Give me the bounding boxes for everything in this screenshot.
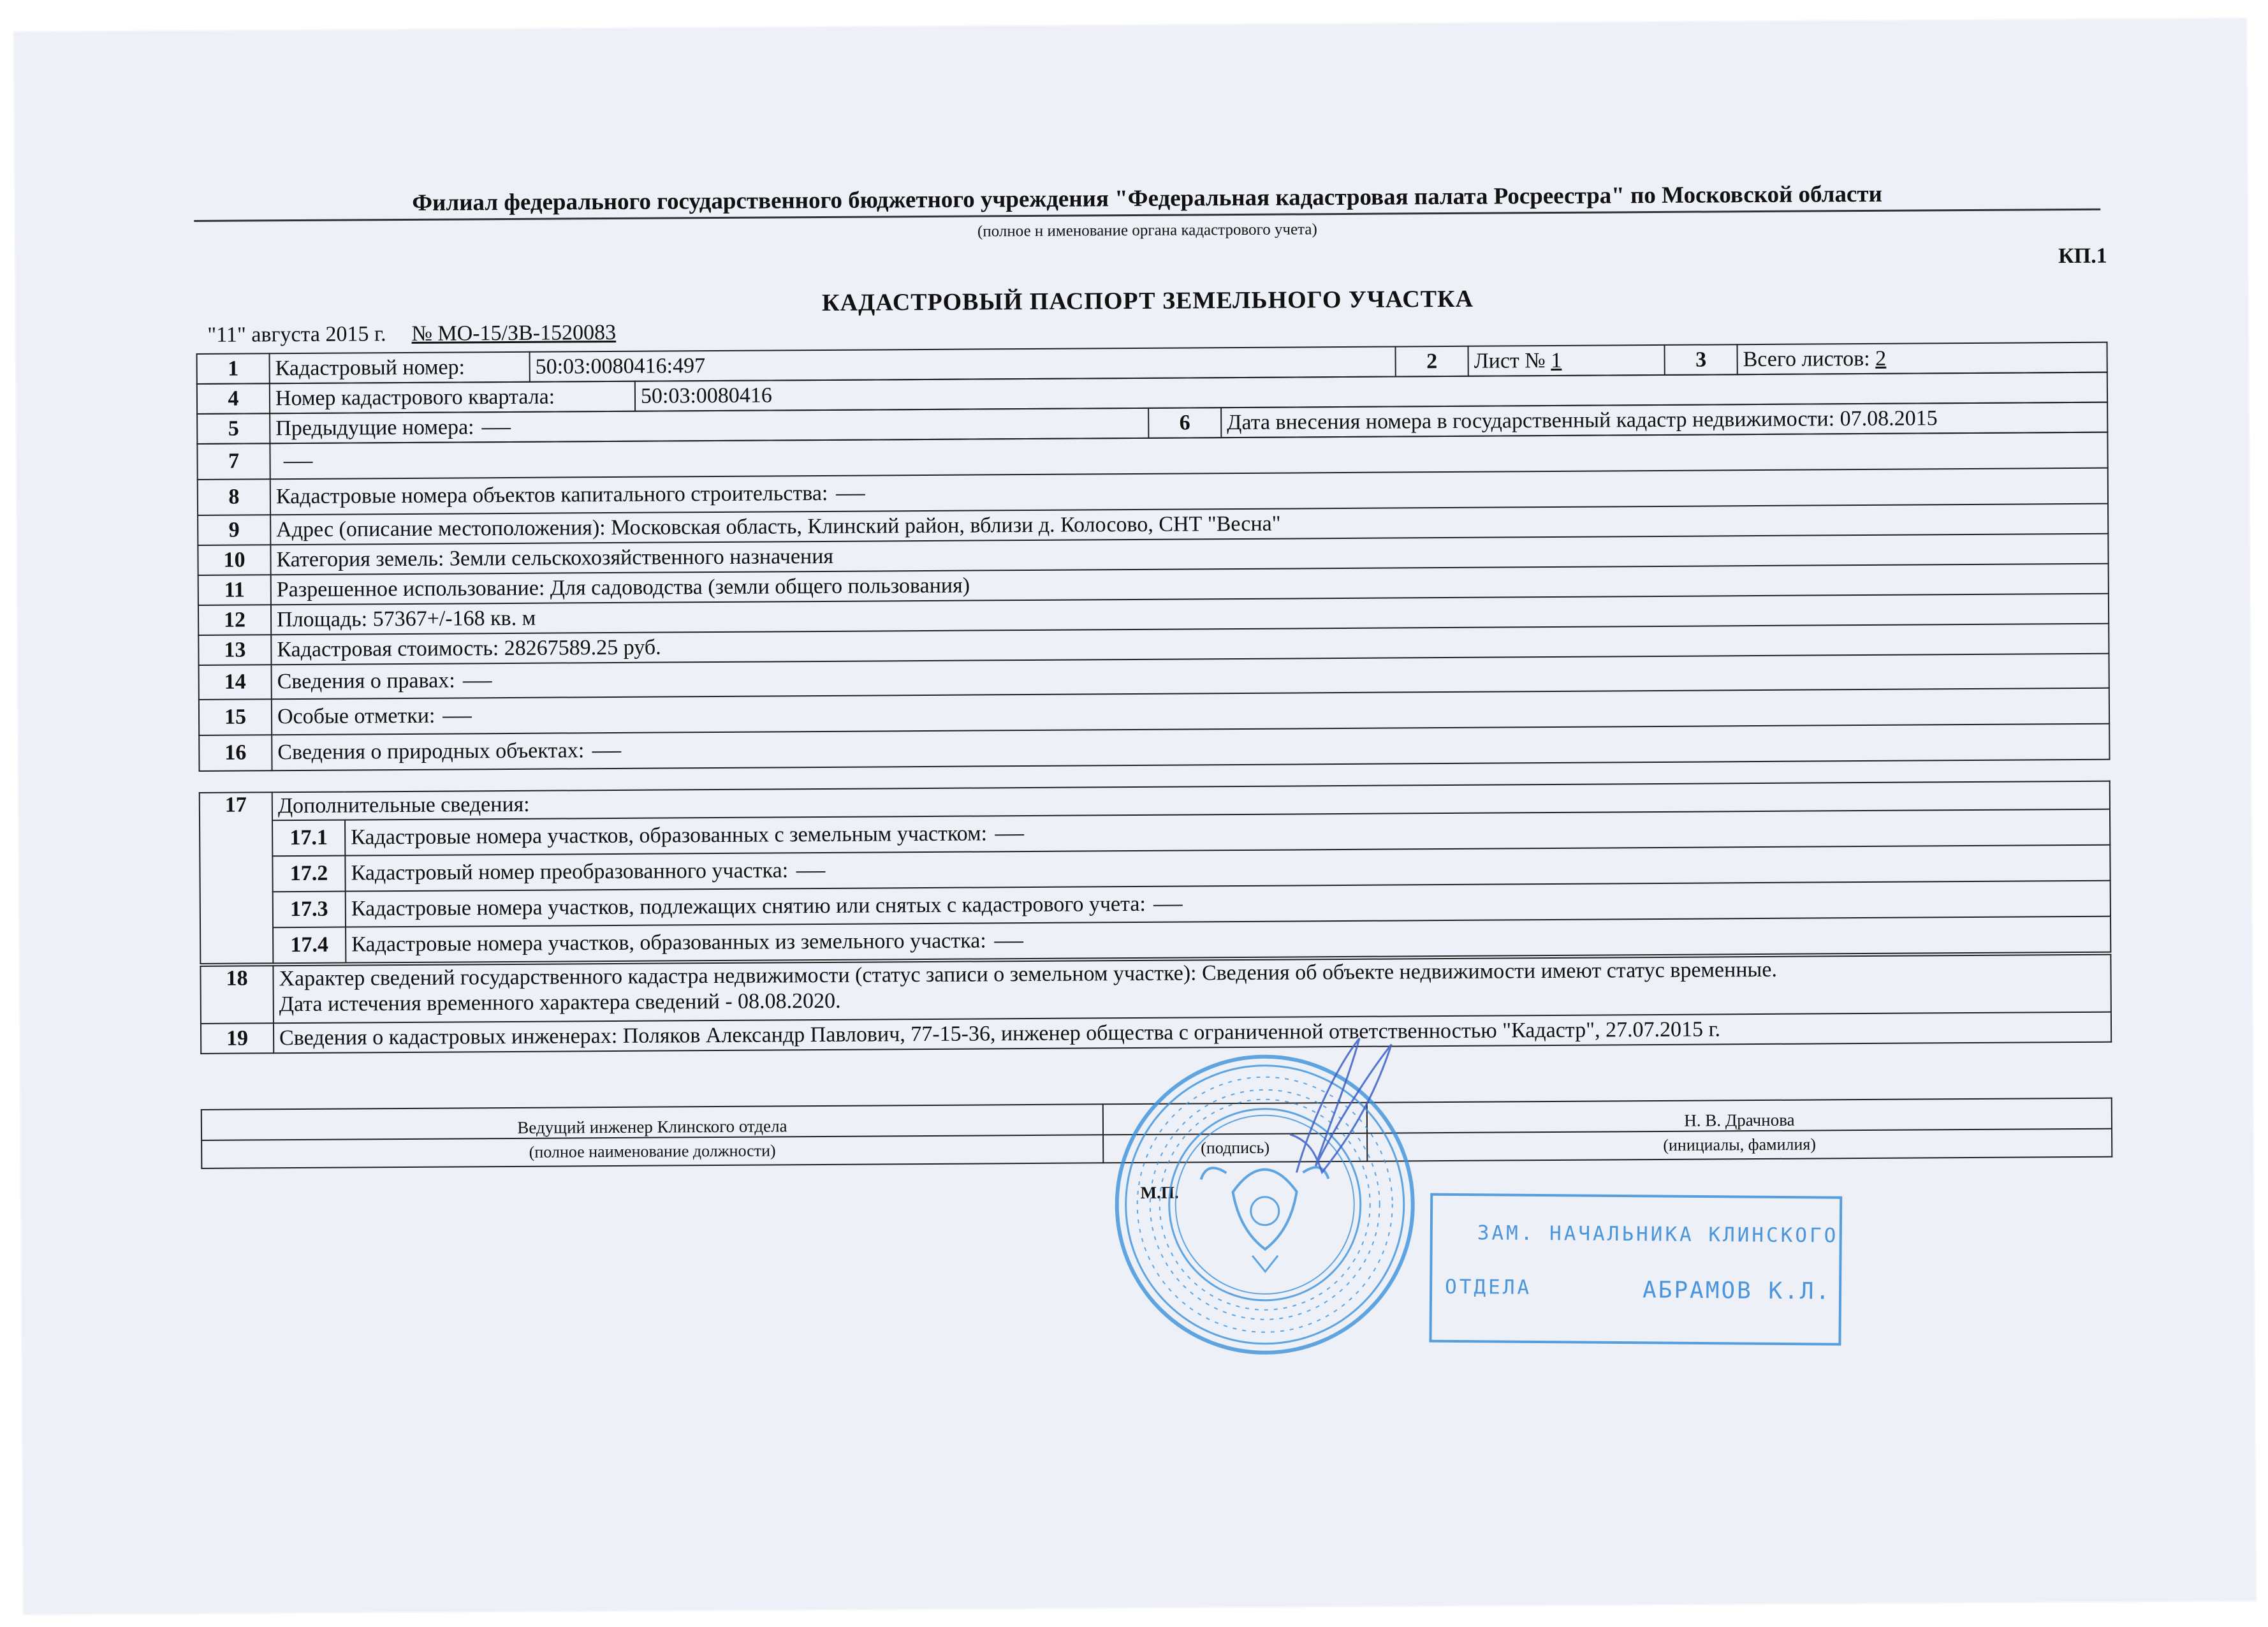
row-number: 18: [200, 966, 274, 1024]
empty-dash: [592, 751, 621, 753]
special-notes-label: Особые отметки:: [277, 703, 435, 729]
row-number: 15: [199, 699, 272, 735]
signer-position: Ведущий инженер Клинского отдела: [201, 1104, 1103, 1140]
agency-name: Филиал федерального государственного бюджетного учреждения "Федеральная кадастровая палата Росреестра" по Московской области: [194, 178, 2100, 222]
document-date-line: [207, 321, 616, 348]
registration-date: Дата внесения номера в государственный кадастр недвижимости: 07.08.2015: [1221, 402, 2107, 438]
document-date: "11" августа 2015 г.: [207, 322, 386, 347]
total-label: Всего листов:: [1743, 346, 1870, 371]
transformed-label: Кадастровый номер преобразованного участка:: [351, 858, 789, 885]
row-number: 1: [197, 353, 270, 384]
additional-info: Дополнительные сведения:: [272, 781, 2110, 821]
handwritten-signature-icon: [1219, 1031, 1411, 1179]
cadastral-number-label: Кадастровый номер:: [270, 352, 530, 383]
empty-dash: [995, 834, 1024, 836]
signer-name: Н. В. Драчнова: [1367, 1098, 2112, 1133]
record-status-line1: Характер сведений государственного кадастра недвижимости (статус записи о земельном участке): Сведения об объекте недвижимости имеют статус временные.: [279, 957, 1778, 991]
area: Площадь: 57367+/-168 кв. м: [271, 594, 2109, 635]
row-number: 7: [197, 443, 270, 480]
subrow-number: 17.3: [273, 892, 346, 928]
signature-caption: (подпись): [1103, 1133, 1367, 1163]
passport-table: [196, 432, 2110, 772]
row-number: 8: [198, 479, 270, 515]
row-number: 12: [198, 605, 271, 635]
subrow-number: 17.4: [273, 927, 346, 964]
sheet-label: Лист №: [1474, 348, 1546, 373]
stamp-line1: ЗАМ. НАЧАЛЬНИКА КЛИНСКОГО: [1477, 1221, 1839, 1248]
position-caption: (полное наименование должности): [201, 1135, 1103, 1168]
empty-dash: [482, 428, 511, 429]
quarter-value: 50:03:0080416: [635, 372, 2107, 411]
empty-dash: [835, 494, 865, 496]
stamp-line2: ОТДЕЛА: [1444, 1275, 1532, 1299]
row-number: 19: [201, 1023, 274, 1054]
address: Адрес (описание местоположения): Московская область, Клинский район, вблизи д. Колосово, СНТ "Весна": [270, 504, 2108, 545]
name-caption: (инициалы, фамилия): [1367, 1129, 2112, 1161]
capital-objects-label: Кадастровые номера объектов капитального строительства:: [275, 481, 828, 509]
row-number: 14: [199, 665, 272, 700]
row-number: 2: [1396, 346, 1468, 377]
passport-table: [199, 781, 2112, 964]
row-number: 10: [198, 545, 270, 575]
record-status-line2: Дата истечения временного характера сведений - 08.08.2020.: [279, 989, 841, 1017]
rights-label: Сведения о правах:: [277, 668, 455, 694]
removed-label: Кадастровые номера участков, подлежащих снятию или снятых с кадастрового учета:: [351, 892, 1146, 921]
cadastral-number-value: 50:03:0080416:497: [530, 346, 1396, 381]
total-sheets: [1737, 342, 2107, 375]
row-number: 11: [198, 575, 271, 605]
sheet-value: 1: [1551, 348, 1562, 372]
land-category: Категория земель: Земли сельскохозяйственного назначения: [270, 534, 2108, 575]
stamp-line3: АБРАМОВ К.Л.: [1642, 1277, 1832, 1305]
quarter-label: Номер кадастрового квартала:: [270, 381, 635, 413]
empty-dash: [463, 681, 492, 682]
permitted-use: Разрешенное использование: Для садоводства (земли общего пользования): [271, 564, 2109, 605]
total-value: 2: [1875, 346, 1887, 371]
empty-dash: [796, 871, 825, 872]
formed-from-label: Кадастровые номера участков, образованных из земельного участка:: [351, 929, 986, 957]
cadastral-value: Кадастровая стоимость: 28267589.25 руб.: [271, 624, 2109, 665]
passport-table: [200, 954, 2112, 1054]
previous-numbers-label: Предыдущие номера:: [275, 415, 474, 440]
subrow-number: 17.1: [272, 820, 345, 857]
row-number: 3: [1665, 344, 1738, 375]
row-number: 9: [198, 515, 270, 545]
empty-dash: [284, 462, 313, 463]
row-number: 17: [200, 792, 274, 964]
rectangular-stamp: [1429, 1193, 1842, 1346]
form-code: КП.1: [2058, 244, 2107, 269]
empty-dash: [1153, 905, 1183, 906]
row-number: 6: [1148, 408, 1221, 438]
agency-caption: (полное н именование органа кадастрового учета): [977, 221, 1317, 240]
natural-objects-label: Сведения о природных объектах:: [277, 739, 585, 765]
subrow-number: 17.2: [272, 856, 345, 892]
document-number: № МО-15/ЗВ-1520083: [411, 320, 617, 346]
record-status: [273, 955, 2111, 1024]
formed-with-label: Кадастровые номера участков, образованных с земельным участком:: [351, 821, 988, 850]
row-number: 4: [197, 383, 270, 414]
empty-dash: [994, 941, 1023, 943]
empty-dash: [443, 717, 472, 718]
document-sheet: [14, 18, 2255, 1614]
row-number: 13: [198, 635, 271, 665]
row-number: 5: [197, 413, 270, 444]
row-number: 16: [199, 735, 272, 771]
document-title: КАДАСТРОВЫЙ ПАСПОРТ ЗЕМЕЛЬНОГО УЧАСТКА: [821, 285, 1474, 316]
cadastral-engineers: Сведения о кадастровых инженерах: Поляков Александр Павлович, 77-15-36, инженер общества с ограниченной ответственностью "Кадастр", 27.07.2015 г.: [274, 1012, 2111, 1054]
sheet-number: [1468, 345, 1665, 376]
seal-place-label: М.П.: [1140, 1182, 1179, 1202]
